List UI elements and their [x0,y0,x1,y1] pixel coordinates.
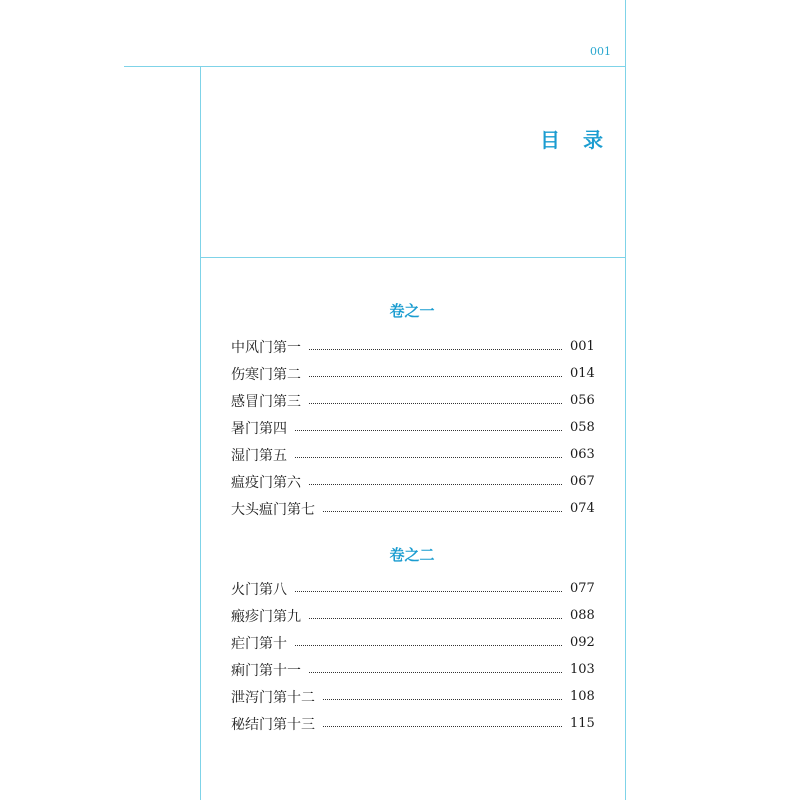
dot-leader [309,402,562,404]
toc-entry[interactable] [231,387,594,414]
toc-entry-label: 瘢疹门第九 [231,608,301,625]
toc-entry-label: 湿门第五 [231,447,287,464]
toc-entry[interactable] [231,656,594,683]
dot-leader [295,644,562,646]
toc-entry-label: 火门第八 [231,581,287,598]
toc-entry-page: 014 [570,366,595,381]
page-title [540,124,610,153]
section-heading-1: 卷之一 [389,302,435,320]
toc-entry-label: 秘结门第十三 [231,716,315,733]
toc-entry-label: 疟门第十 [231,635,287,652]
toc-entry-page: 074 [570,501,595,516]
toc-entry-page: 108 [570,689,595,704]
toc-entry-label: 痢门第十一 [231,662,301,679]
page-number: 001 [590,45,611,58]
dot-leader [309,375,562,377]
toc-entry-page: 103 [570,662,595,677]
toc-entry[interactable] [231,495,594,522]
toc-entry-page: 067 [570,474,595,489]
toc-entry-label: 伤寒门第二 [231,366,301,383]
toc-entry[interactable] [231,602,594,629]
dot-leader [323,725,562,727]
title-block-rule [200,257,625,258]
toc-list-1 [231,333,594,522]
toc-entry[interactable] [231,414,594,441]
toc-list-2 [231,575,594,737]
header-rule [124,66,625,67]
dot-leader [323,698,562,700]
toc-entry-page: 056 [570,393,595,408]
left-margin-rule [200,66,201,800]
toc-entry-page: 063 [570,447,595,462]
section-heading-2: 卷之二 [389,546,435,564]
dot-leader [309,617,562,619]
toc-entry[interactable] [231,360,594,387]
dot-leader [309,348,562,350]
dot-leader [309,483,562,485]
dot-leader [295,456,562,458]
toc-entry-label: 瘟疫门第六 [231,474,301,491]
title-char-2: 录 [583,128,604,152]
toc-entry[interactable] [231,441,594,468]
dot-leader [295,429,562,431]
toc-entry[interactable] [231,468,594,495]
dot-leader [295,590,562,592]
toc-entry-page: 092 [570,635,595,650]
toc-entry[interactable] [231,575,594,602]
toc-entry-page: 058 [570,420,595,435]
toc-entry-page: 115 [570,716,595,731]
toc-entry-label: 暑门第四 [231,420,287,437]
right-margin-rule [625,0,626,800]
toc-entry-page: 077 [570,581,595,596]
dot-leader [323,510,562,512]
toc-entry[interactable] [231,629,594,656]
toc-entry-page: 001 [570,339,595,354]
toc-entry[interactable] [231,710,594,737]
toc-entry-label: 中风门第一 [231,339,301,356]
toc-entry-label: 感冒门第三 [231,393,301,410]
toc-entry[interactable] [231,683,594,710]
toc-entry-page: 088 [570,608,595,623]
toc-entry-label: 泄泻门第十二 [231,689,315,706]
toc-entry-label: 大头瘟门第七 [231,501,315,518]
dot-leader [309,671,562,673]
toc-entry[interactable] [231,333,594,360]
title-char-1: 目 [540,128,561,152]
